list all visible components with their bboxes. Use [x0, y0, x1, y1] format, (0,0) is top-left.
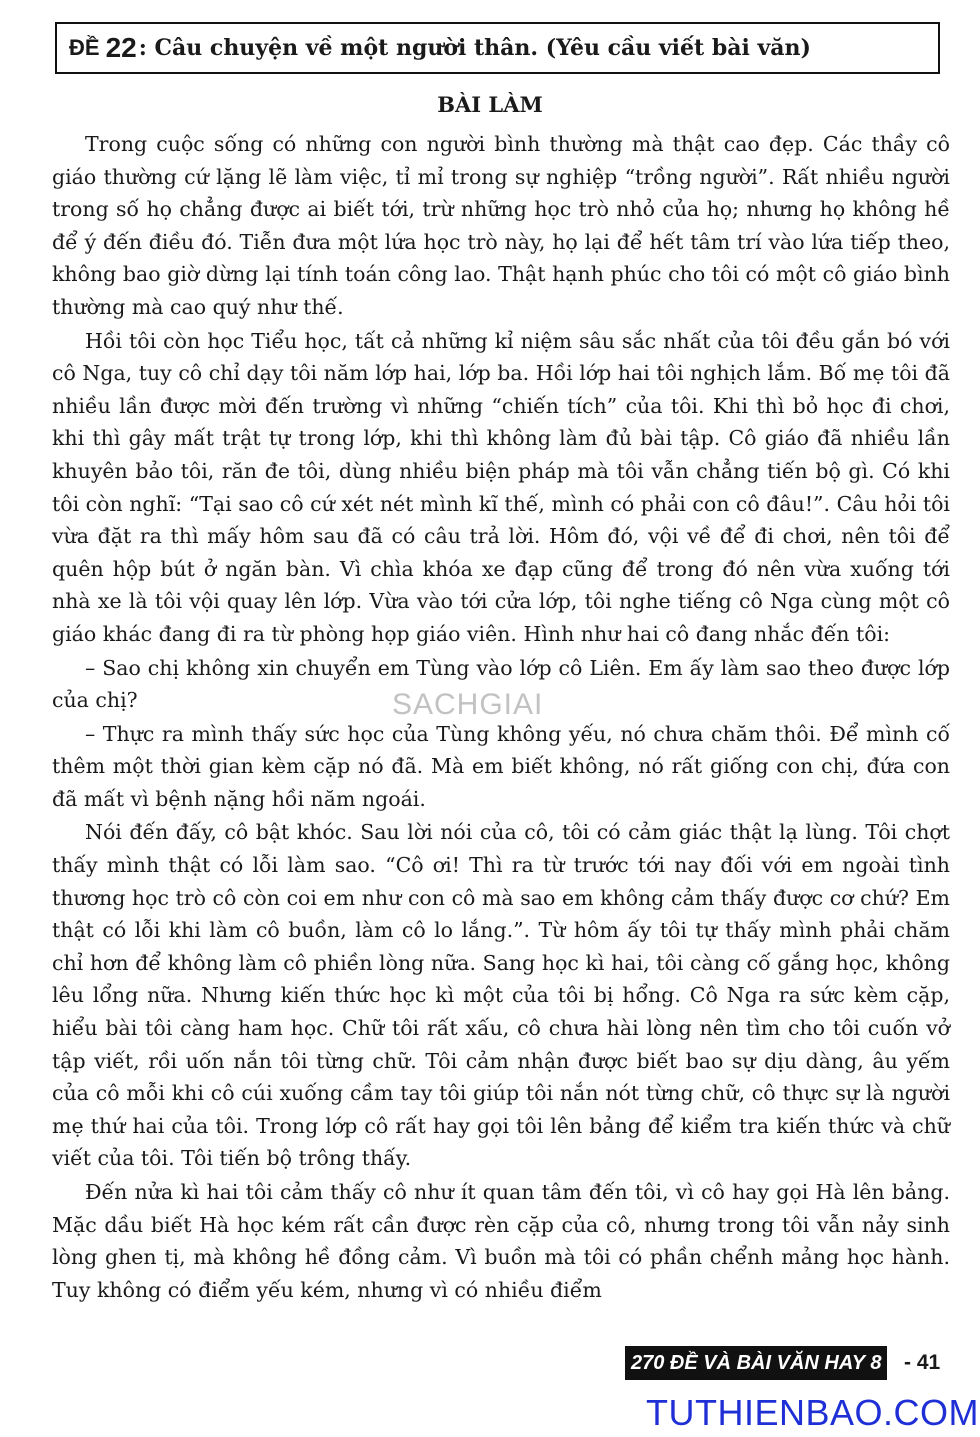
- dialog-line: – Sao chị không xin chuyển em Tùng vào lớp cô Liên. Em ấy làm sao theo được lớp của chị?: [52, 655, 950, 713]
- paragraph: Nói đến đấy, cô bật khóc. Sau lời nói của cô, tôi có cảm giác thật lạ lùng. Tôi chợt thấy mình thật có lỗi làm sao. “Cô ơi! Thì ra từ trước tới nay đối với em ngoài tình thương học trò cô còn coi em như con cô mà sao em không cảm thấy được cơ chứ? Em thật có lỗi khi làm cô buồn, làm cô lo lắng.”. Từ hôm ấy tôi tự thấy mình phải chăm chỉ hơn để không làm cô phiền lòng nữa. Sang học kì hai, tôi càng cố gắng học, không lêu lổng nữa. Nhưng kiến thức học kì một của tôi bị hổng. Cô Nga ra sức kèm cặp, hiểu bài tôi càng ham học. Chữ tôi rất xấu, cô chưa hài lòng nên tìm cho tôi cuốn vở tập viết, rồi uốn nắn tôi từng chữ. Tôi cảm nhận được biết bao sự dịu dàng, âu yếm của cô mỗi khi cô cúi xuống cầm tay tôi giúp tôi nắn nót từng chữ, cô thực sự là người mẹ thứ hai của tôi. Trong lớp cô rất hay gọi tôi lên bảng để kiểm tra kiến thức và chữ viết của tôi. Tôi tiến bộ trông thấy.: [52, 820, 950, 1171]
- book-title-label: 270 ĐỀ VÀ BÀI VĂN HAY 8: [625, 1346, 887, 1380]
- title-text: : Câu chuyện về một người thân. (Yêu cầu viết bài văn): [138, 35, 811, 61]
- watermark-logo: SACHGIAI: [392, 688, 544, 721]
- section-heading: BÀI LÀM: [437, 92, 543, 117]
- paragraph: Đến nửa kì hai tôi cảm thấy cô như ít quan tâm đến tôi, vì cô hay gọi Hà lên bảng. Mặc dầu biết Hà học kém rất cần được rèn cặp của cô, nhưng trong tôi vẫn nảy sinh lòng ghen tị, mà không hề đồng cảm. Vì buồn mà tôi có phần chểnh mảng học hành. Tuy không có điểm yếu kém, nhưng vì có nhiều điểm: [52, 1180, 950, 1302]
- paragraph: Trong cuộc sống có những con người bình thường mà thật cao đẹp. Các thầy cô giáo thường cứ lặng lẽ làm việc, tỉ mỉ trong sự nghiệp “trồng người”. Rất nhiều người trong số họ chẳng được ai biết tới, trừ những học trò nhỏ của họ; nhưng họ không hề để ý đến điều đó. Tiễn đưa một lứa học trò này, họ lại để hết tâm trí vào lứa tiếp theo, không bao giờ dừng lại tính toán công lao. Thật hạnh phúc cho tôi có một cô giáo bình thường mà cao quý như thế.: [52, 132, 950, 319]
- essay-title-box: [55, 22, 940, 74]
- title-label: ĐỀ: [69, 35, 100, 60]
- title-number: 22: [105, 32, 137, 63]
- page-number: - 41: [904, 1351, 941, 1374]
- dialog-line: – Thực ra mình thấy sức học của Tùng không yếu, nó chưa chăm thôi. Để mình cố thêm một thời gian kèm cặp nó đã. Mà em biết không, nó rất giống con chị, đứa con đã mất vì bệnh nặng hồi năm ngoái.: [52, 721, 950, 811]
- site-link[interactable]: TUTHIENBAO.COM: [646, 1392, 980, 1433]
- paragraph: Hồi tôi còn học Tiểu học, tất cả những kỉ niệm sâu sắc nhất của tôi đều gắn bó với cô Nga, tuy cô chỉ dạy tôi năm lớp hai, lớp ba. Hồi lớp hai tôi nghịch lắm. Bố mẹ tôi đã nhiều lần được mời đến trường vì những “chiến tích” của tôi. Khi thì bỏ học đi chơi, khi thì gây mất trật tự trong lớp, khi thì không làm đủ bài tập. Cô giáo đã nhiều lần khuyên bảo tôi, răn đe tôi, dùng nhiều biện pháp mà tôi vẫn chẳng tiến bộ gì. Có khi tôi còn nghĩ: “Tại sao cô cứ xét nét mình kĩ thế, mình có phải con cô đâu!”. Câu hỏi tôi vừa đặt ra thì mấy hôm sau đã có câu trả lời. Hôm đó, vội về để đi chơi, nên tôi để quên hộp bút ở ngăn bàn. Vì chìa khóa xe đạp cũng để trong đó nên vừa xuống tới nhà xe là tôi vội quay lên lớp. Vừa vào tới cửa lớp, tôi nghe tiếng cô Nga cùng một cô giáo khác đang đi ra từ phòng họp giáo viên. Hình như hai cô đang nhắc đến tôi:: [52, 328, 950, 646]
